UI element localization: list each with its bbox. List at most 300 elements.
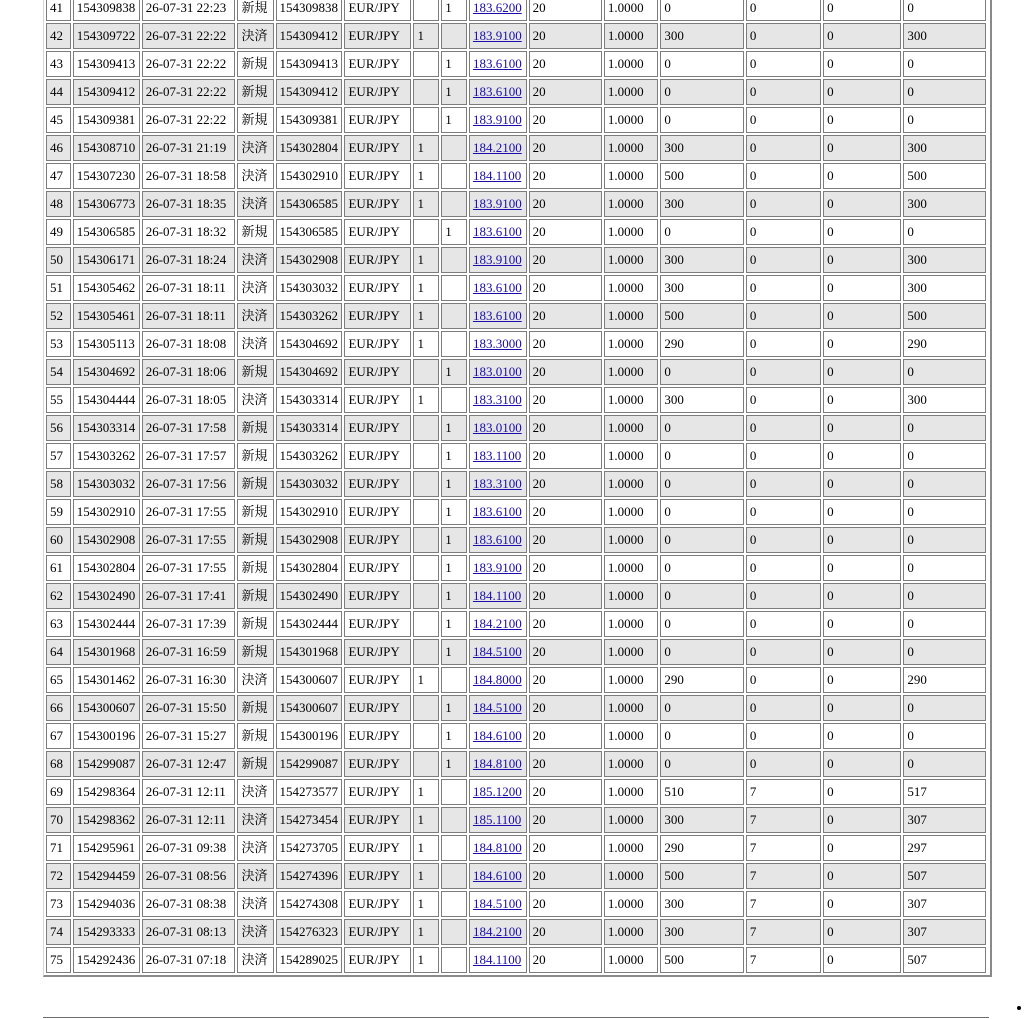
sell-qty-cell: 1: [413, 387, 439, 413]
swap-cell: 0: [746, 247, 821, 273]
row-number-cell: 50: [46, 247, 71, 273]
profit-cell: 0: [660, 0, 743, 21]
buy-qty-cell: 1: [441, 695, 467, 721]
sell-qty-cell: [413, 639, 439, 665]
row-number-cell: 67: [46, 723, 71, 749]
trade-type-cell: 新規: [237, 723, 273, 749]
total-cell: 0: [903, 723, 986, 749]
table-row: [46, 79, 986, 105]
fee-cell: 0: [823, 135, 901, 161]
price-link[interactable]: 184.1100: [472, 588, 522, 603]
datetime-cell: 26-07-31 16:59: [142, 639, 236, 665]
fee-cell: 0: [823, 947, 901, 973]
currency-pair-cell: EUR/JPY: [344, 751, 411, 777]
trade-type-cell: 決済: [237, 247, 273, 273]
row-number-cell: 71: [46, 835, 71, 861]
buy-qty-cell: 1: [441, 527, 467, 553]
order-id-cell: 154298364: [73, 779, 140, 805]
buy-qty-cell: 1: [441, 583, 467, 609]
total-cell: 0: [903, 471, 986, 497]
rate-cell: 1.0000: [604, 387, 659, 413]
price-link[interactable]: 183.9100: [472, 560, 522, 575]
order-id-cell: 154300607: [73, 695, 140, 721]
currency-pair-cell: EUR/JPY: [344, 779, 411, 805]
trade-type-cell: 新規: [237, 79, 273, 105]
table-row: [46, 163, 986, 189]
lot-size-cell: 20: [529, 275, 602, 301]
order-id-cell: 154309381: [73, 107, 140, 133]
order-id-cell: 154302490: [73, 583, 140, 609]
rate-cell: 1.0000: [604, 135, 659, 161]
table-row: [46, 443, 986, 469]
swap-cell: 0: [746, 275, 821, 301]
trade-type-cell: 決済: [237, 919, 273, 945]
trade-type-cell: 新規: [237, 695, 273, 721]
currency-pair-cell: EUR/JPY: [344, 51, 411, 77]
profit-cell: 0: [660, 51, 743, 77]
total-cell: 290: [903, 331, 986, 357]
currency-pair-cell: EUR/JPY: [344, 723, 411, 749]
price-link-cell: [469, 275, 527, 301]
fee-cell: 0: [823, 0, 901, 21]
lot-size-cell: 20: [529, 499, 602, 525]
price-link[interactable]: 184.5100: [472, 644, 522, 659]
order-id-cell: 154292436: [73, 947, 140, 973]
row-number-cell: 70: [46, 807, 71, 833]
swap-cell: 0: [746, 331, 821, 357]
order-id-cell: 154303314: [73, 415, 140, 441]
price-link-cell: [469, 723, 527, 749]
datetime-cell: 26-07-31 08:13: [142, 919, 236, 945]
swap-cell: 0: [746, 219, 821, 245]
buy-qty-cell: 1: [441, 79, 467, 105]
lot-size-cell: 20: [529, 51, 602, 77]
total-cell: 0: [903, 695, 986, 721]
profit-cell: 0: [660, 415, 743, 441]
currency-pair-cell: EUR/JPY: [344, 79, 411, 105]
row-number-cell: 43: [46, 51, 71, 77]
datetime-cell: 26-07-31 17:41: [142, 583, 236, 609]
sell-qty-cell: 1: [413, 807, 439, 833]
position-id-cell: 154304692: [276, 359, 343, 385]
currency-pair-cell: EUR/JPY: [344, 891, 411, 917]
profit-cell: 500: [660, 947, 743, 973]
bottom-divider: [43, 1017, 989, 1018]
rate-cell: 1.0000: [604, 415, 659, 441]
price-link[interactable]: 183.6100: [472, 56, 522, 71]
trade-type-cell: 新規: [237, 751, 273, 777]
price-link[interactable]: 184.2100: [472, 140, 522, 155]
row-number-cell: 44: [46, 79, 71, 105]
trade-type-cell: 新規: [237, 555, 273, 581]
swap-cell: 0: [746, 499, 821, 525]
profit-cell: 290: [660, 667, 743, 693]
swap-cell: 7: [746, 807, 821, 833]
swap-cell: 0: [746, 667, 821, 693]
total-cell: 290: [903, 667, 986, 693]
sell-qty-cell: [413, 555, 439, 581]
fee-cell: 0: [823, 163, 901, 189]
lot-size-cell: 20: [529, 443, 602, 469]
lot-size-cell: 20: [529, 527, 602, 553]
sell-qty-cell: [413, 611, 439, 637]
position-id-cell: 154309413: [276, 51, 343, 77]
total-cell: 300: [903, 191, 986, 217]
trade-type-cell: 新規: [237, 527, 273, 553]
price-link-cell: [469, 947, 527, 973]
price-link[interactable]: 184.5100: [472, 896, 522, 911]
rate-cell: 1.0000: [604, 191, 659, 217]
buy-qty-cell: 1: [441, 639, 467, 665]
table-row: [46, 219, 986, 245]
sell-qty-cell: [413, 527, 439, 553]
buy-qty-cell: 1: [441, 611, 467, 637]
price-link-cell: [469, 0, 527, 21]
rate-cell: 1.0000: [604, 359, 659, 385]
position-id-cell: 154302908: [276, 527, 343, 553]
buy-qty-cell: [441, 191, 467, 217]
price-link[interactable]: 184.8000: [472, 672, 522, 687]
currency-pair-cell: EUR/JPY: [344, 947, 411, 973]
currency-pair-cell: EUR/JPY: [344, 107, 411, 133]
price-link[interactable]: 183.6100: [472, 532, 522, 547]
price-link[interactable]: 183.3100: [472, 392, 522, 407]
fee-cell: 0: [823, 275, 901, 301]
buy-qty-cell: [441, 163, 467, 189]
lot-size-cell: 20: [529, 919, 602, 945]
row-number-cell: 56: [46, 415, 71, 441]
total-cell: 297: [903, 835, 986, 861]
total-cell: 300: [903, 23, 986, 49]
datetime-cell: 26-07-31 08:56: [142, 863, 236, 889]
price-link-cell: [469, 415, 527, 441]
order-id-cell: 154294459: [73, 863, 140, 889]
price-link-cell: [469, 611, 527, 637]
currency-pair-cell: EUR/JPY: [344, 555, 411, 581]
rate-cell: 1.0000: [604, 751, 659, 777]
trade-type-cell: 決済: [237, 23, 273, 49]
order-id-cell: 154300196: [73, 723, 140, 749]
table-row: [46, 415, 986, 441]
lot-size-cell: 20: [529, 779, 602, 805]
total-cell: 0: [903, 499, 986, 525]
position-id-cell: 154274308: [276, 891, 343, 917]
price-link-cell: [469, 639, 527, 665]
price-link[interactable]: 184.5100: [472, 700, 522, 715]
price-link[interactable]: 183.3100: [472, 476, 522, 491]
price-link[interactable]: 184.6100: [472, 728, 522, 743]
datetime-cell: 26-07-31 18:32: [142, 219, 236, 245]
datetime-cell: 26-07-31 17:55: [142, 499, 236, 525]
datetime-cell: 26-07-31 15:50: [142, 695, 236, 721]
table-row: [46, 0, 986, 21]
total-cell: 0: [903, 527, 986, 553]
price-link[interactable]: 184.8100: [472, 756, 522, 771]
table-row: [46, 947, 986, 973]
price-link[interactable]: 184.2100: [472, 924, 522, 939]
sell-qty-cell: [413, 499, 439, 525]
order-id-cell: 154302444: [73, 611, 140, 637]
swap-cell: 0: [746, 191, 821, 217]
total-cell: 307: [903, 919, 986, 945]
lot-size-cell: 20: [529, 79, 602, 105]
sell-qty-cell: [413, 695, 439, 721]
table-row: [46, 555, 986, 581]
profit-cell: 300: [660, 23, 743, 49]
price-link-cell: [469, 751, 527, 777]
price-link[interactable]: 183.9100: [472, 252, 522, 267]
trade-history-table: [44, 0, 988, 975]
fee-cell: 0: [823, 751, 901, 777]
fee-cell: 0: [823, 415, 901, 441]
rate-cell: 1.0000: [604, 835, 659, 861]
currency-pair-cell: EUR/JPY: [344, 135, 411, 161]
currency-pair-cell: EUR/JPY: [344, 583, 411, 609]
position-id-cell: 154274396: [276, 863, 343, 889]
table-row: [46, 191, 986, 217]
order-id-cell: 154309413: [73, 51, 140, 77]
buy-qty-cell: 1: [441, 555, 467, 581]
row-number-cell: 42: [46, 23, 71, 49]
buy-qty-cell: 1: [441, 471, 467, 497]
order-id-cell: 154301462: [73, 667, 140, 693]
position-id-cell: 154309838: [276, 0, 343, 21]
lot-size-cell: 20: [529, 303, 602, 329]
price-link[interactable]: 183.6200: [472, 0, 522, 15]
swap-cell: 0: [746, 387, 821, 413]
position-id-cell: 154289025: [276, 947, 343, 973]
currency-pair-cell: EUR/JPY: [344, 667, 411, 693]
sell-qty-cell: [413, 583, 439, 609]
price-link[interactable]: 183.9100: [472, 28, 522, 43]
price-link-cell: [469, 779, 527, 805]
fee-cell: 0: [823, 695, 901, 721]
swap-cell: 7: [746, 891, 821, 917]
price-link[interactable]: 185.1100: [472, 812, 522, 827]
datetime-cell: 26-07-31 17:55: [142, 527, 236, 553]
currency-pair-cell: EUR/JPY: [344, 611, 411, 637]
row-number-cell: 45: [46, 107, 71, 133]
price-link[interactable]: 183.0100: [472, 420, 522, 435]
price-link-cell: [469, 135, 527, 161]
price-link[interactable]: 183.6100: [472, 84, 522, 99]
price-link[interactable]: 184.2100: [472, 616, 522, 631]
datetime-cell: 26-07-31 12:11: [142, 807, 236, 833]
row-number-cell: 46: [46, 135, 71, 161]
rate-cell: 1.0000: [604, 947, 659, 973]
profit-cell: 0: [660, 443, 743, 469]
row-number-cell: 61: [46, 555, 71, 581]
sell-qty-cell: 1: [413, 947, 439, 973]
row-number-cell: 64: [46, 639, 71, 665]
total-cell: 517: [903, 779, 986, 805]
buy-qty-cell: [441, 779, 467, 805]
price-link[interactable]: 183.0100: [472, 364, 522, 379]
fee-cell: 0: [823, 555, 901, 581]
buy-qty-cell: 1: [441, 499, 467, 525]
position-id-cell: 154273577: [276, 779, 343, 805]
buy-qty-cell: [441, 667, 467, 693]
table-row: [46, 471, 986, 497]
price-link[interactable]: 183.6100: [472, 308, 522, 323]
row-number-cell: 66: [46, 695, 71, 721]
lot-size-cell: 20: [529, 23, 602, 49]
currency-pair-cell: EUR/JPY: [344, 163, 411, 189]
datetime-cell: 26-07-31 15:27: [142, 723, 236, 749]
fee-cell: 0: [823, 23, 901, 49]
position-id-cell: 154304692: [276, 331, 343, 357]
datetime-cell: 26-07-31 17:57: [142, 443, 236, 469]
trade-type-cell: 決済: [237, 807, 273, 833]
total-cell: 0: [903, 79, 986, 105]
table-row: [46, 723, 986, 749]
price-link[interactable]: 184.8100: [472, 840, 522, 855]
price-link-cell: [469, 247, 527, 273]
order-id-cell: 154309412: [73, 79, 140, 105]
lot-size-cell: 20: [529, 219, 602, 245]
fee-cell: 0: [823, 583, 901, 609]
buy-qty-cell: [441, 891, 467, 917]
profit-cell: 0: [660, 639, 743, 665]
table-row: [46, 387, 986, 413]
trade-type-cell: 新規: [237, 443, 273, 469]
price-link[interactable]: 183.9100: [472, 196, 522, 211]
price-link[interactable]: 185.1200: [472, 784, 522, 799]
profit-cell: 300: [660, 891, 743, 917]
trade-type-cell: 決済: [237, 863, 273, 889]
price-link[interactable]: 183.1100: [472, 448, 522, 463]
table-row: [46, 919, 986, 945]
fee-cell: 0: [823, 919, 901, 945]
rate-cell: 1.0000: [604, 79, 659, 105]
row-number-cell: 63: [46, 611, 71, 637]
trade-type-cell: 決済: [237, 947, 273, 973]
order-id-cell: 154309838: [73, 0, 140, 21]
trade-type-cell: 決済: [237, 891, 273, 917]
price-link[interactable]: 184.1100: [472, 168, 522, 183]
buy-qty-cell: [441, 135, 467, 161]
row-number-cell: 57: [46, 443, 71, 469]
swap-cell: 0: [746, 695, 821, 721]
swap-cell: 0: [746, 443, 821, 469]
rate-cell: 1.0000: [604, 723, 659, 749]
lot-size-cell: 20: [529, 947, 602, 973]
datetime-cell: 26-07-31 12:47: [142, 751, 236, 777]
buy-qty-cell: [441, 863, 467, 889]
fee-cell: 0: [823, 331, 901, 357]
currency-pair-cell: EUR/JPY: [344, 331, 411, 357]
price-link[interactable]: 184.1100: [472, 952, 522, 967]
row-number-cell: 62: [46, 583, 71, 609]
currency-pair-cell: EUR/JPY: [344, 275, 411, 301]
rate-cell: 1.0000: [604, 807, 659, 833]
fee-cell: 0: [823, 247, 901, 273]
profit-cell: 500: [660, 303, 743, 329]
price-link[interactable]: 183.6100: [472, 224, 522, 239]
position-id-cell: 154276323: [276, 919, 343, 945]
fee-cell: 0: [823, 359, 901, 385]
table-row: [46, 135, 986, 161]
buy-qty-cell: [441, 331, 467, 357]
rate-cell: 1.0000: [604, 919, 659, 945]
profit-cell: 0: [660, 583, 743, 609]
trade-rows: [46, 0, 986, 973]
table-row: [46, 107, 986, 133]
buy-qty-cell: [441, 275, 467, 301]
swap-cell: 0: [746, 0, 821, 21]
position-id-cell: 154302444: [276, 611, 343, 637]
currency-pair-cell: EUR/JPY: [344, 303, 411, 329]
price-link[interactable]: 184.6100: [472, 868, 522, 883]
rate-cell: 1.0000: [604, 247, 659, 273]
table-row: [46, 695, 986, 721]
scroll-marker-dot: [1017, 1006, 1021, 1010]
lot-size-cell: 20: [529, 191, 602, 217]
trade-history-table-frame: [43, 0, 992, 977]
sell-qty-cell: 1: [413, 919, 439, 945]
row-number-cell: 73: [46, 891, 71, 917]
price-link[interactable]: 183.9100: [472, 112, 522, 127]
trade-type-cell: 新規: [237, 219, 273, 245]
buy-qty-cell: 1: [441, 723, 467, 749]
currency-pair-cell: EUR/JPY: [344, 835, 411, 861]
sell-qty-cell: [413, 723, 439, 749]
rate-cell: 1.0000: [604, 275, 659, 301]
sell-qty-cell: 1: [413, 667, 439, 693]
price-link[interactable]: 183.6100: [472, 280, 522, 295]
sell-qty-cell: 1: [413, 779, 439, 805]
price-link-cell: [469, 359, 527, 385]
swap-cell: 0: [746, 415, 821, 441]
swap-cell: 0: [746, 751, 821, 777]
total-cell: 500: [903, 163, 986, 189]
position-id-cell: 154302910: [276, 163, 343, 189]
rate-cell: 1.0000: [604, 779, 659, 805]
datetime-cell: 26-07-31 17:55: [142, 555, 236, 581]
profit-cell: 290: [660, 331, 743, 357]
order-id-cell: 154306171: [73, 247, 140, 273]
sell-qty-cell: [413, 359, 439, 385]
total-cell: 500: [903, 303, 986, 329]
price-link[interactable]: 183.3000: [472, 336, 522, 351]
currency-pair-cell: EUR/JPY: [344, 247, 411, 273]
rate-cell: 1.0000: [604, 527, 659, 553]
lot-size-cell: 20: [529, 471, 602, 497]
table-row: [46, 751, 986, 777]
rate-cell: 1.0000: [604, 0, 659, 21]
order-id-cell: 154294036: [73, 891, 140, 917]
buy-qty-cell: [441, 303, 467, 329]
price-link-cell: [469, 891, 527, 917]
price-link[interactable]: 183.6100: [472, 504, 522, 519]
profit-cell: 0: [660, 611, 743, 637]
profit-cell: 300: [660, 191, 743, 217]
row-number-cell: 47: [46, 163, 71, 189]
buy-qty-cell: 1: [441, 51, 467, 77]
table-row: [46, 499, 986, 525]
datetime-cell: 26-07-31 17:39: [142, 611, 236, 637]
sell-qty-cell: 1: [413, 835, 439, 861]
total-cell: 0: [903, 51, 986, 77]
datetime-cell: 26-07-31 18:24: [142, 247, 236, 273]
buy-qty-cell: 1: [441, 415, 467, 441]
trade-type-cell: 新規: [237, 471, 273, 497]
rate-cell: 1.0000: [604, 51, 659, 77]
table-row: [46, 359, 986, 385]
trade-type-cell: 決済: [237, 667, 273, 693]
lot-size-cell: 20: [529, 751, 602, 777]
fee-cell: 0: [823, 863, 901, 889]
